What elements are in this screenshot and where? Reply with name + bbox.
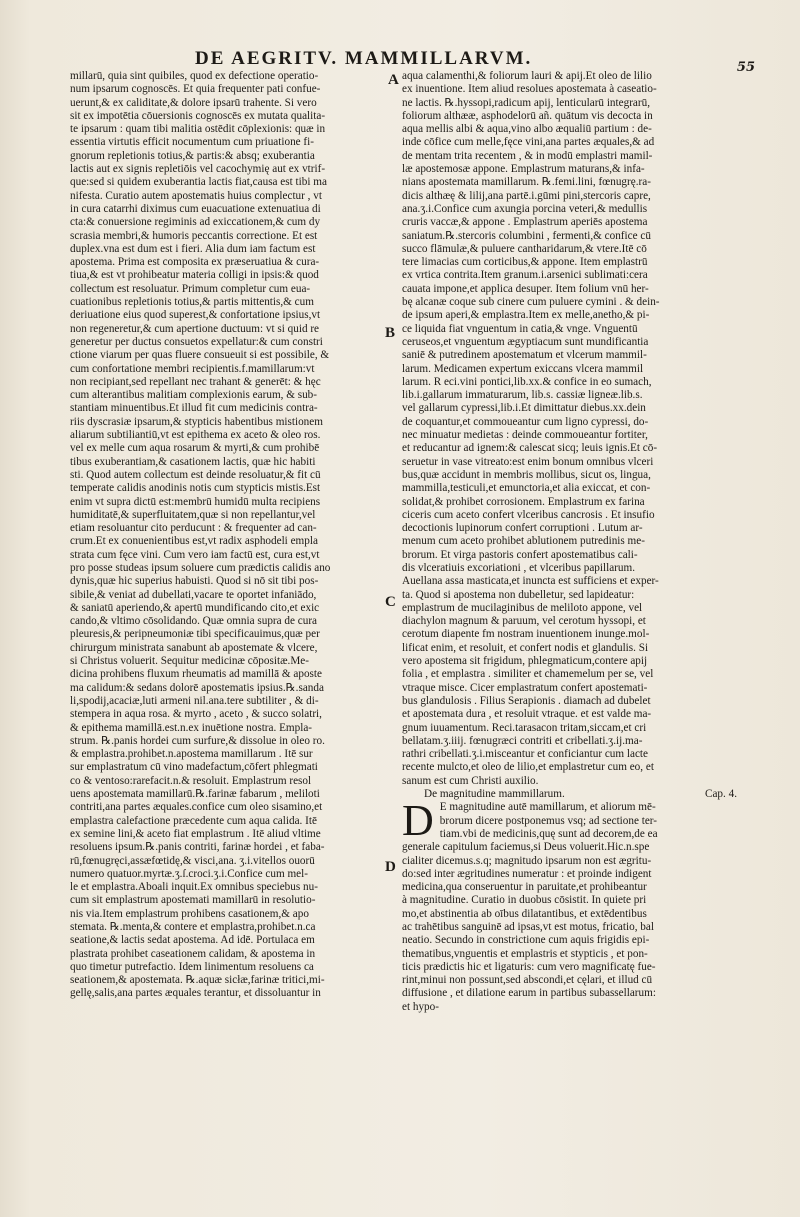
left-column-line: tiua,& est vt prohibeatur materia colligi in ipsis:& quod	[70, 269, 319, 282]
left-column-line: lactis aut ex signis repletiōis vel cacochymię aut ex vtrif-	[70, 163, 326, 176]
right-column-section-b	[402, 309, 757, 548]
right-column-c-line: ta. Quod si apostema non dubelletur, sed lapideatur:	[402, 588, 635, 601]
left-column-line: seatione,& lactis sedat apostema. Ad idē. Portulaca em	[70, 934, 315, 947]
left-column-line: non recipiant,sed repellant nec trahant & generēt: & hęc	[70, 375, 321, 388]
chapter-line: generale capitulum faciemus,si Deus voluerit.Hic.n.spe	[402, 841, 650, 854]
left-column-line: aliarum subtiliantiū,vt est epithema ex aceto & oleo ros.	[70, 429, 321, 442]
right-column-c-line: diachylon magnum & paruum, vel cerotum hyssopi, et	[402, 615, 646, 628]
left-column-line: numero quatuor.myrtæ.ʒ.ſ.croci.ʒ.i.Confice cum mel-	[70, 867, 308, 880]
right-column-b-line: ce liquida fiat vnguentum in catia,& vnge. Vnguentū	[402, 322, 638, 335]
left-column-line: emplastra calefactione præcedente cum aqua calida. Itē	[70, 814, 317, 827]
chapter-block	[402, 788, 757, 1014]
right-column-a-line: dicis althæę & lilij,ana partē.i.gūmi pini,stercoris capre,	[402, 189, 651, 202]
chapter-body	[402, 796, 757, 1014]
left-column-line: vel ex melle cum aqua rosarum & myrti,& cum prohibē	[70, 442, 320, 455]
right-column-c-line: bellatam.ʒ.iiij. fœnugræci contriti et cribellati.ʒ.ij.ma-	[402, 734, 643, 747]
left-column-line: te ipsarum : quam tibi malitia ostēdit cōplexionis: quæ in	[70, 123, 326, 136]
right-column-b-line: mammilla,testiculi,et emunctoria,et alia exiccat, et con-	[402, 482, 651, 495]
right-column-b-line: larum. Medicamen expertum exiccans vlcera mammil	[402, 362, 644, 375]
left-column-line: stemata. ℞.menta,& contere et emplastra,prohibet.n.ca	[70, 921, 316, 933]
chapter-line: tiam.vbi de medicinis,quę sunt ad decorem,de ea	[439, 827, 658, 840]
chapter-line: cialiter dicemus.s.q; magnitudo ipsarum non est ægritu-	[402, 854, 652, 867]
chapter-line: medicina,qua conseruentur in paruitate,et prohibeantur	[402, 881, 647, 894]
right-column-b-line: solidat,& prohibet corrosionem. Emplastrum ex farina	[402, 495, 645, 508]
left-column-line: rū,fœnugręci,assæfœtidę,& visci,ana. ʒ.i.vitellos ouorū	[70, 854, 315, 867]
left-column-line: pleuresis,& peripneumoniæ tibi specificauimus,quæ per	[70, 628, 320, 641]
right-column-section-c	[402, 549, 757, 788]
right-column-a-line: nians apostemata mamillarum. ℞.femi.lini, fœnugrę.ra-	[402, 176, 651, 189]
right-column-a-line: de mentam trita recentem , & in modū emplastri mamil-	[402, 149, 653, 162]
left-column-line: & emplastra.prohibet.n.apostema mamillarum . Itē sur	[70, 748, 313, 761]
left-column-line: scrasia membri,& humoris peccantis correctione. Et est	[70, 229, 318, 242]
left-column-line: stantiam minuentibus.Et illud fit cum medicinis contra-	[70, 402, 318, 415]
left-column-line: stempera in aqua rosa. & myrto , aceto , & succo solatri,	[70, 708, 322, 721]
left-column-line: si Christus voluerit. Sequitur medicinæ cōpositæ.Me-	[70, 655, 309, 668]
right-column-b-line: menum cum aceto prohibet ablutionem putredinis me-	[402, 535, 645, 548]
chapter-line: do:sed inter ægritudines numeratur : et proinde indigent	[402, 867, 652, 880]
right-column-a-line: aqua mellis albi & aqua,vino albo æqualiū partium : de-	[402, 123, 652, 136]
left-column-line: chirurgum ministrata sanabunt ab apostemate & vlcere,	[70, 641, 318, 654]
left-column-text	[70, 70, 385, 1001]
right-column-c-line: rathri cribellati.ʒ.i.misceantur et conficiantur cum lacte	[402, 748, 649, 761]
right-column-c-line: vero apostema sit frigidum, phlegmaticum,contere apij	[402, 655, 648, 668]
right-column-a-line: ne lactis. ℞.hyssopi,radicum apij, lenticularū integrarū,	[402, 96, 651, 109]
left-column-line: gnorum repletionis totius,& partis:& absq; exuberantia	[70, 149, 315, 162]
right-column-c-line: recente mulcto,et oleo de lilio,et emplastretur cum eo, et	[402, 761, 654, 774]
chapter-line: ticis prædictis hic et ligaturis: cum vero magnificatę fue-	[402, 960, 656, 973]
left-column-line: dynis,quæ hic superius habuisti. Quod si nō sit tibi pos-	[70, 575, 319, 588]
right-column-a-line: foliorum althææ, asphodelorū añ. quātum vis decocta in	[402, 109, 653, 122]
right-column-c-line: lificat enim, et resoluit, et confert nodis et glandulis. Si	[402, 641, 649, 654]
left-column-line: cum sit emplastrum apostemati mamillarū in resolutio-	[70, 894, 316, 907]
right-column-a-line: cruris vaccæ,& appone . Emplastrum aperiēs apostema	[402, 216, 648, 229]
left-column-line: humiditatē,& superfluitatem,quæ si non repellantur,vel	[70, 508, 316, 521]
page-number: 55	[736, 60, 755, 75]
left-column-line: & saniatū aperiendo,& apertū mundificando cito,et exic	[70, 601, 320, 614]
right-column-c-line: bus glandulosis . Filius Serapionis . diamach ad dubelet	[402, 694, 651, 707]
right-column	[402, 70, 757, 1014]
left-column-line: cta:& conuersione regiminis ad exiccationem,& cum dy	[70, 216, 321, 229]
drop-cap-initial: D	[402, 796, 434, 846]
right-column-c-line: folia , et emplastra . similiter et chamemelum per se, vel	[402, 668, 654, 681]
right-column-a-line: ana.ʒ.i.Confice cum axungia porcina veteri,& medullis	[402, 202, 648, 215]
right-column-c-line: vtraque misce. Cicer emplastratum confert apostemati-	[402, 681, 648, 694]
right-column-a-line: bę alcanæ coque sub cinere cum puluere cymini . & dein-	[402, 296, 660, 309]
right-column-a-line: ex inuentione. Item aliud resolues apostemata à caseatio-	[402, 83, 657, 96]
chapter-line: E magnitudine autē mamillarum, et aliorum mē-	[439, 801, 656, 814]
left-column-line: enim vt supra dictū est:membrū humidū multa recipiens	[70, 495, 321, 508]
left-column-line: essentia virtutis efficit nocumentum cum priuatione fi-	[70, 136, 314, 149]
left-column-line: nifesta. Curatio autem apostematis huius complectur , vt	[70, 189, 322, 202]
left-column-line: gellę,salis,ana partes æquales terantur, et dissoluantur in	[70, 987, 321, 1000]
left-column-line: nis via.Item emplastrum prohibens casationem,& apo	[70, 907, 309, 920]
right-column-c-line: dis vlceratiuis excoriationi , et vlceribus papillarum.	[402, 561, 636, 574]
right-column-b-line: ceruseos,et vnguentum ægyptiacum sunt mundificantia	[402, 335, 649, 348]
right-column-b-line: nec minuatur medietas : deinde commoueantur fortiter,	[402, 429, 648, 442]
right-column-b-line: vel gallarum cypressi,lib.i.Et dimittatur diebus.xx.dein	[402, 402, 646, 415]
margin-marker-b: B	[385, 325, 396, 341]
right-column-a-line: aqua calamenthi,& foliorum lauri & apij.Et oleo de lilio	[402, 70, 652, 82]
left-column-line: co & ventoso:rarefacit.n.& resoluit. Emplastrum resol	[70, 774, 312, 787]
left-column-line: quo timetur putrefactio. Idem linimentum resoluens ca	[70, 960, 314, 973]
left-column-line: in cura catarrhi diximus cum euacuatione extenuatiua di	[70, 202, 321, 215]
left-column-line: ex semine lini,& aceto fiat emplastrum . Itē aliud vltime	[70, 827, 321, 840]
chapter-heading: De magnitudine mammillarum.	[424, 788, 565, 801]
left-column-line: que:sed si quidem exuberantia lactis fiat,causa est tibi ma	[70, 176, 327, 189]
chapter-line: brorum dicere postponemus vsq; ad sectione ter-	[439, 814, 658, 827]
left-column-line: riis dyscrasiæ ipsarum,& stypticis habentibus mistionem	[70, 415, 323, 428]
chapter-line: rint,minui non possunt,sed abscondi,et cęlari, et illud cū	[402, 974, 653, 987]
left-column-line: li,spodij,acaciæ,luti armeni nil.ana.tere subtiliter , & di-	[70, 694, 319, 707]
left-column-line: dicina prohibens fluxum rheumatis ad mamillā & aposte	[70, 668, 322, 681]
margin-marker-a: A	[388, 72, 399, 88]
left-column-line: strata cum fęce vini. Cum vero iam factū est, cura est,vt	[70, 548, 320, 561]
left-column-line: contriti,ana partes æquales.confice cum oleo sisamino,et	[70, 801, 323, 814]
right-column-b-line: lib.i.gallarum immaturarum, lib.s. cassiæ ligneæ.lib.s.	[402, 389, 643, 402]
right-column-b-line: saniē & putredinem apostematum et vlcerum mammil-	[402, 349, 647, 362]
left-column-line: cum alterantibus malitiam complexionis earum, & sub-	[70, 389, 317, 402]
left-column-line: sur emplastratum cū vino madefactum,cōfert phlegmati	[70, 761, 318, 774]
right-column-a-line: inde cōfice cum melle,fęce vini,ana partes æquales,& ad	[402, 136, 655, 149]
left-column-line: plastrata prohibet caseationem calidam, & apostema in	[70, 947, 316, 960]
left-column-line: & epithema mamillā.est.n.ex inuētione nostra. Empla-	[70, 721, 313, 734]
chapter-line: thematibus,vnguentis et emplastris et stypticis , et pon-	[402, 947, 648, 960]
chapter-line: diffusione , et dilatione earum in partibus subassellarum:	[402, 987, 656, 1000]
right-column-b-line: decoctionis lupinorum confert corruptioni . Lutum ar-	[402, 522, 643, 535]
right-column-b-line: seruetur in vase vitreato:est enim bonum omnibus vlceri	[402, 455, 654, 468]
right-column-b-line: ciceris cum aceto confert vlceribus cancrosis . Et insufio	[402, 508, 655, 521]
left-column-line: etiam resoluantur cito perducunt : & frequenter ad can-	[70, 522, 317, 535]
left-column-line: generetur per ductus consuetos expellatur:& cum constri	[70, 335, 323, 348]
right-column-c-line: brorum. Et virga pastoris confert apostematibus cali-	[402, 548, 638, 561]
right-column-a-line: succo flāmulæ,& puluere cantharidarum,& vtere.Itē cō	[402, 242, 647, 255]
left-column-line: num ipsarum cognoscēs. Et quia frequenter pati confue-	[70, 83, 321, 96]
right-column-a-line: saniatum.℞.stercoris columbini , fermenti,& confice cū	[402, 229, 651, 242]
left-column-line: millarū, quia sint quibiles, quod ex defectione operatio-	[70, 70, 319, 82]
left-column	[70, 70, 385, 1001]
left-column-line: deriuatione eius quod superest,& confortatione ipsius,vt	[70, 309, 321, 322]
right-column-b-line: et reducantur ad ignem:& calescat sicq; leuis ignis.Et cō-	[402, 442, 658, 455]
chapter-number: Cap. 4.	[704, 788, 737, 801]
left-column-line: sti. Quod autem collectum est deinde resoluatur,& fit cū	[70, 468, 321, 481]
left-column-line: ctione viarum per quas fluere consueuit si est possibile, &	[70, 349, 330, 362]
chapter-heading-line	[402, 788, 757, 801]
left-column-line: cum confortatione membri recipientis.f.mamillarum:vt	[70, 362, 315, 375]
right-column-c-line: emplastrum de mucilaginibus de meliloto appone, vel	[402, 601, 643, 614]
left-column-line: apostema. Prima est composita ex præseruatiua & cura-	[70, 256, 320, 269]
chapter-line: ac trahētibus sanguinē ad ipsas,vt est motus, fricatio, bal	[402, 921, 654, 933]
right-column-section-a	[402, 70, 757, 309]
right-column-c-line: sanum est cum Christi auxilio.	[402, 774, 539, 787]
left-column-line: duplex.vna est dum est i fieri. Alia dum iam factum est	[70, 242, 316, 255]
right-column-b-line: bus,quæ accidunt in membris mollibus, sicut os, lingua,	[402, 468, 651, 481]
left-column-line: sit ex impotētia cōuersionis cognoscēs ex mutata qualita-	[70, 109, 326, 122]
left-column-line: collectum est resoluatur. Primum completur cum eua-	[70, 282, 311, 295]
right-column-a-line: læ apostemosæ appone. Emplastrum maturans,& infa-	[402, 163, 645, 176]
left-column-line: cuationibus repletionis totius,& partis mittentis,& cum	[70, 296, 314, 309]
left-column-line: le et emplastra.Aboali inquit.Ex omnibus speciebus nu-	[70, 881, 318, 894]
right-column-b-line: de ipsum aperi,& emplastra.Item ex melle,anetho,& pi-	[402, 309, 650, 322]
left-column-line: uens apostemata mamillarū.℞.farinæ fabarum , meliloti	[70, 788, 320, 801]
right-column-a-line: tere limacias cum corticibus,& appone. Item emplastrū	[402, 256, 648, 269]
left-column-line: non regeneretur,& cum apertione ductuum: vt si quid re	[70, 322, 320, 335]
left-column-line: crum.Et ex conuenientibus est,vt radix asphodeli empla	[70, 535, 318, 548]
right-column-c-line: et apostemata dura , et resoluit vtraque. et est valde ma-	[402, 708, 652, 721]
right-column-a-line: cauata impone,et applica desuper. Item folium vnū her-	[402, 282, 649, 295]
margin-marker-d: D	[385, 859, 396, 875]
left-column-line: pro posse studeas ipsum soluere cum prædictis calidis ano	[70, 561, 331, 574]
left-column-line: tibus exuberantiam,& casationem lactis, quæ hic habiti	[70, 455, 316, 468]
left-column-line: ma calidum:& sedans dolorē apostematis ipsius.℞.sanda	[70, 681, 324, 694]
left-column-line: resoluens ipsum.℞.panis contriti, farinæ hordei , et faba-	[70, 841, 325, 854]
chapter-line: mo,et abstinentia ab oībus dilatantibus, et extēdentibus	[402, 907, 647, 920]
running-title: DE AEGRITV. MAMMILLARVM.	[195, 48, 533, 69]
left-column-line: strum. ℞.panis hordei cum surfure,& dissolue in oleo ro.	[70, 734, 325, 747]
chapter-line: à magnitudine. Curatio in duobus cōsistit. In quiete pri	[402, 894, 647, 907]
right-column-c-line: Auellana assa masticata,et inuncta est sufficiens et exper-	[402, 575, 659, 588]
left-column-line: seationem,& apostemata. ℞.aquæ sicłæ,farinæ tritici,mi-	[70, 974, 325, 987]
chapter-line: et hypo-	[402, 1000, 439, 1013]
left-column-line: uerunt,& ex caliditate,& dolore ipsarū trahente. Si vero	[70, 96, 317, 109]
right-column-a-line: ex vrtica contrita.Item granum.i.arsenici sublimati:cera	[402, 269, 648, 282]
right-column-b-line: de coquantur,et commoueantur cum ligno cypressi, do-	[402, 415, 649, 428]
chapter-line: neatio. Secundo in constrictione cum aquis frigidis epi-	[402, 934, 650, 947]
margin-marker-c: C	[385, 594, 396, 610]
right-column-c-line: gnum iuuamentum. Reci.tarasacon tritam,siccam,et cri	[402, 721, 647, 734]
left-column-line: temperate calidis anodinis notis cum stypticis mistis.Est	[70, 482, 321, 495]
left-column-line: cando,& vltimo cōsolidando. Quæ omnia supra de cura	[70, 615, 318, 628]
left-column-line: sibile,& veniat ad dubellati,vacare te oportet infaniādo,	[70, 588, 317, 601]
right-column-b-line: larum. R eci.vini pontici,lib.xx.& confice in eo sumach,	[402, 375, 652, 388]
right-column-c-line: cerotum diapente fm nostram inuentionem inunge.mol-	[402, 628, 650, 641]
